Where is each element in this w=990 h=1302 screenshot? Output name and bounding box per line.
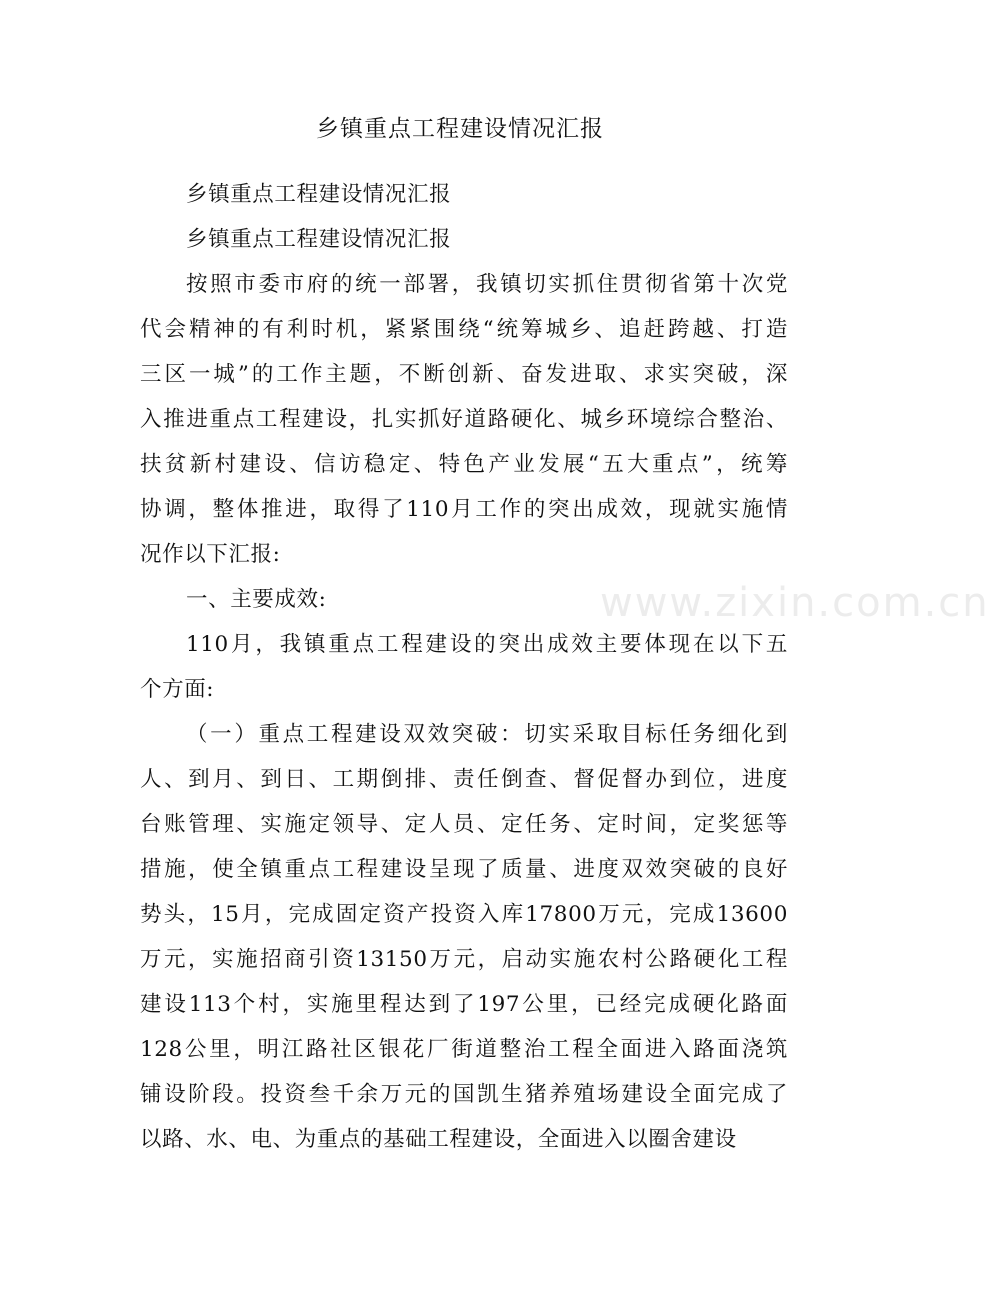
paragraph-line: （一）重点工程建设双效突破：切实采取目标任务细化到 [186, 722, 788, 747]
paragraph-line: 势头，15月，完成固定资产投资入库17800万元，完成13600 [140, 902, 788, 927]
paragraph [140, 622, 788, 712]
paragraph-line: 一、主要成效: [186, 587, 327, 612]
document-title: 乡镇重点工程建设情况汇报 [316, 116, 604, 142]
paragraph-line: 128公里，明江路社区银花厂街道整治工程全面进入路面浇筑 [140, 1037, 788, 1062]
paragraph-line: 乡镇重点工程建设情况汇报 [186, 227, 452, 252]
paragraph [140, 262, 788, 577]
paragraph-line: 110月，我镇重点工程建设的突出成效主要体现在以下五 [186, 632, 788, 657]
paragraph [140, 172, 788, 217]
paragraph-line: 措施，使全镇重点工程建设呈现了质量、进度双效突破的良好 [140, 857, 788, 882]
paragraph-line: 人、到月、到日、工期倒排、责任倒查、督促督办到位，进度 [140, 767, 788, 792]
paragraph-line: 以路、水、电、为重点的基础工程建设，全面进入以圈舍建设 [140, 1127, 737, 1152]
paragraph-line: 按照市委市府的统一部署，我镇切实抓住贯彻省第十次党 [186, 272, 788, 297]
paragraph-line: 扶贫新村建设、信访稳定、特色产业发展“五大重点”，统筹 [140, 452, 788, 477]
document-body [140, 172, 788, 1162]
paragraph-line: 协调，整体推进，取得了110月工作的突出成效，现就实施情 [140, 497, 788, 522]
paragraph-line: 台账管理、实施定领导、定人员、定任务、定时间，定奖惩等 [140, 812, 788, 837]
paragraph [140, 577, 788, 622]
paragraph-line: 三区一城”的工作主题，不断创新、奋发进取、求实突破，深 [140, 362, 788, 387]
paragraph-line: 代会精神的有利时机，紧紧围绕“统筹城乡、追赶跨越、打造 [140, 317, 788, 342]
paragraph-line: 入推进重点工程建设，扎实抓好道路硬化、城乡环境综合整治、 [140, 407, 788, 432]
paragraph [140, 712, 788, 1162]
paragraph-line: 万元，实施招商引资13150万元，启动实施农村公路硬化工程 [140, 947, 788, 972]
paragraph-line: 况作以下汇报: [140, 542, 281, 567]
watermark: www.zixin.com.cn [600, 580, 990, 626]
paragraph [140, 217, 788, 262]
paragraph-line: 建设113个村，实施里程达到了197公里，已经完成硬化路面 [140, 992, 788, 1017]
paragraph-line: 铺设阶段。投资叁千余万元的国凯生猪养殖场建设全面完成了 [140, 1082, 788, 1107]
paragraph-line: 乡镇重点工程建设情况汇报 [186, 182, 452, 207]
paragraph-line: 个方面: [140, 677, 215, 702]
